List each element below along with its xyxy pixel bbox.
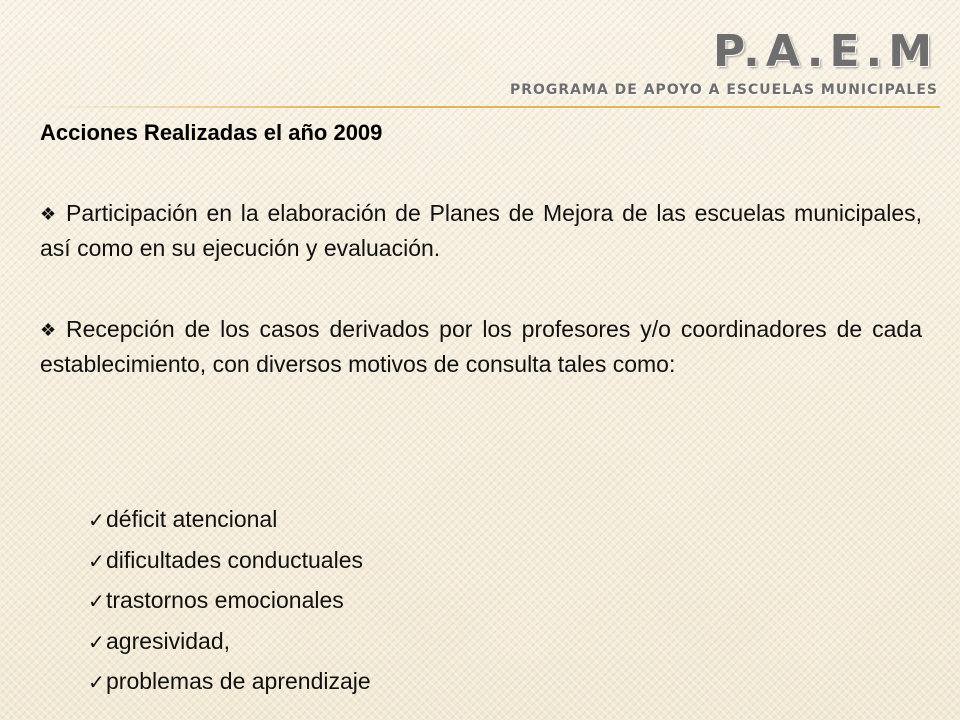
- checklist: [88, 500, 371, 703]
- list-item-label: dificultades conductuales: [106, 546, 363, 573]
- checkmark-icon: ✓: [88, 591, 105, 613]
- bullet-paragraph-1: [40, 196, 922, 265]
- list-item: [88, 622, 371, 663]
- checkmark-icon: ✓: [88, 631, 105, 654]
- checkmark-icon: ✓: [88, 550, 105, 573]
- section-heading: Acciones Realizadas el año 2009: [40, 120, 383, 145]
- list-item: [88, 541, 371, 582]
- bullet-paragraph-2: [40, 312, 922, 381]
- slide-subtitle: PROGRAMA DE APOYO A ESCUELAS MUNICIPALES: [509, 82, 938, 98]
- list-item-label: trastornos emocionales: [106, 587, 344, 613]
- paragraph-text: Recepción de los casos derivados por los profesores y/o coordinadores de cada establecimiento, con diversos motivos de consulta tales como:: [40, 316, 922, 377]
- checkmark-icon: ✓: [88, 510, 105, 532]
- diamond-bullet-icon: ❖: [40, 204, 57, 224]
- list-item-label: problemas de aprendizaje: [106, 668, 371, 694]
- list-item: [88, 500, 371, 541]
- list-item: [88, 662, 371, 703]
- slide-title: P.A.E.M: [712, 26, 938, 77]
- paragraph-text: Participación en la elaboración de Planes de Mejora de las escuelas municipales, así como en su ejecución y evaluación.: [40, 200, 922, 261]
- diamond-bullet-icon: ❖: [40, 320, 57, 340]
- title-block: [509, 26, 938, 98]
- checkmark-icon: ✓: [88, 672, 105, 694]
- header-divider: [34, 106, 940, 108]
- list-item: [88, 581, 371, 622]
- list-item-label: déficit atencional: [106, 506, 278, 532]
- list-item-label: agresividad,: [106, 627, 231, 654]
